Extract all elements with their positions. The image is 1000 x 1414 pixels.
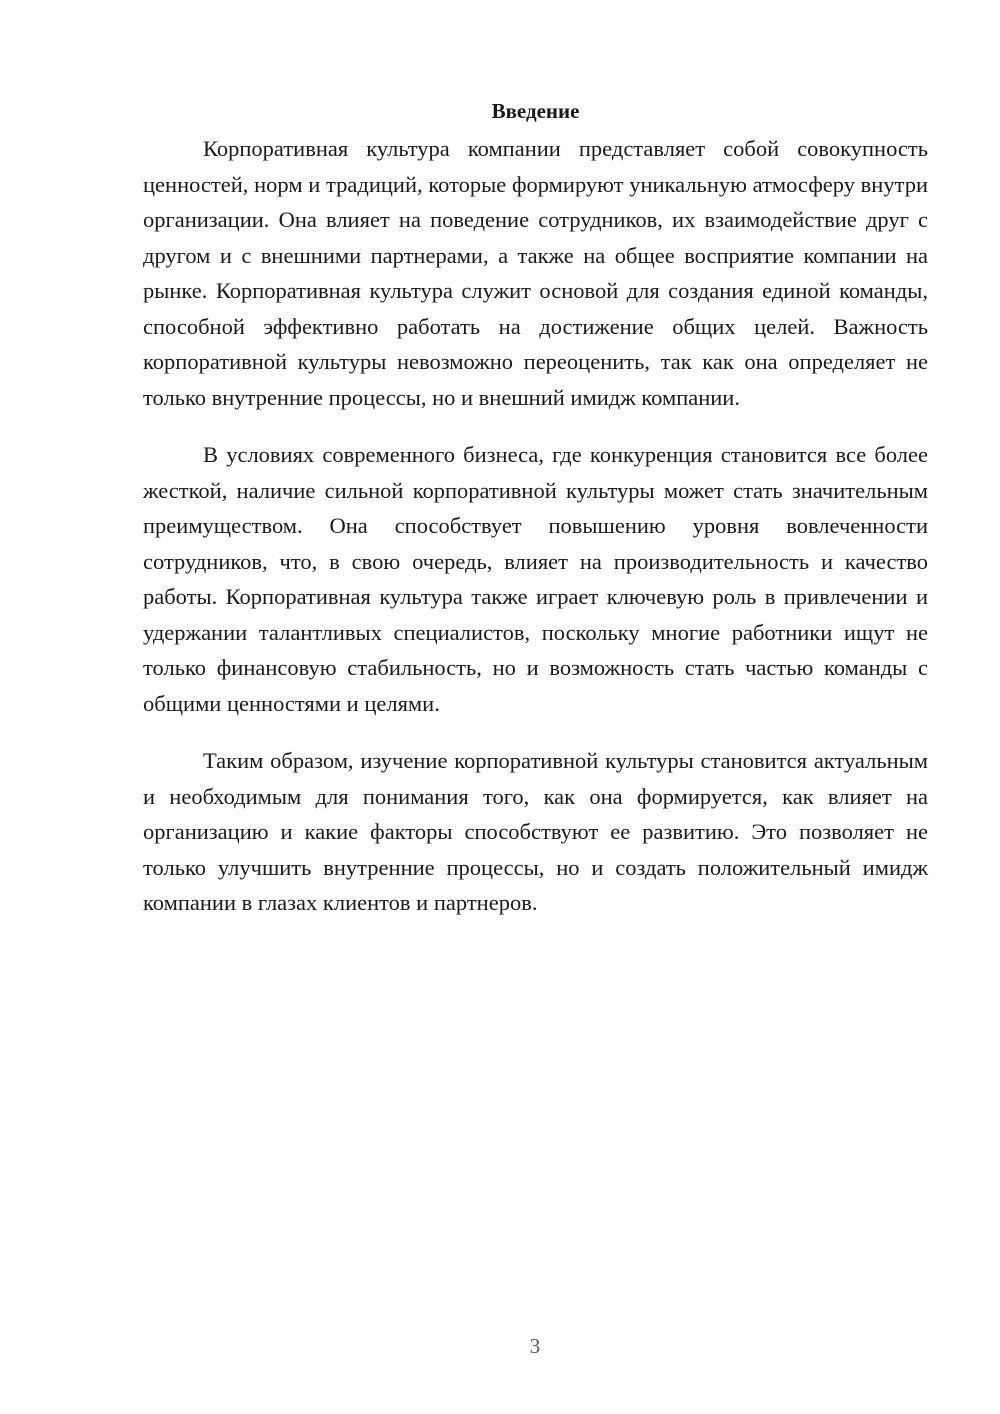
section-title: Введение [491, 99, 580, 123]
paragraph-3: Таким образом, изучение корпоративной культуры становится актуальным и необходимым для понимания того, как она формируется, как влияет на организацию и какие факторы способствуют ее развитию. Это позволяет не только улучшить внутренние процессы, но и создать положительный имидж компании в глазах клиентов и партнеров. [143, 748, 928, 915]
page-content [143, 97, 928, 943]
paragraph-1: Корпоративная культура компании представляет собой совокупность ценностей, норм и традиций, которые формируют уникальную атмосферу внутри организации. Она влияет на поведение сотрудников, их взаимодействие друг с другом и с внешними партнерами, а также на общее восприятие компании на рынке. Корпоративная культура служит основой для создания единой команды, способной эффективно работать на достижение общих целей. Важность корпоративной культуры невозможно переоценить, так как она определяет не только внутренние процессы, но и внешний имидж компании. [143, 136, 928, 410]
page-number: 3 [529, 1334, 541, 1358]
paragraph-2: В условиях современного бизнеса, где конкуренция становится все более жесткой, наличие сильной корпоративной культуры может стать значительным преимуществом. Она способствует повышению уровня вовлеченности сотрудников, что, в свою очередь, влияет на производительность и качество работы. Корпоративная культура также играет ключевую роль в привлечении и удержании талантливых специалистов, поскольку многие работники ищут не только финансовую стабильность, но и возможность стать частью команды с общими ценностями и целями. [143, 442, 928, 716]
